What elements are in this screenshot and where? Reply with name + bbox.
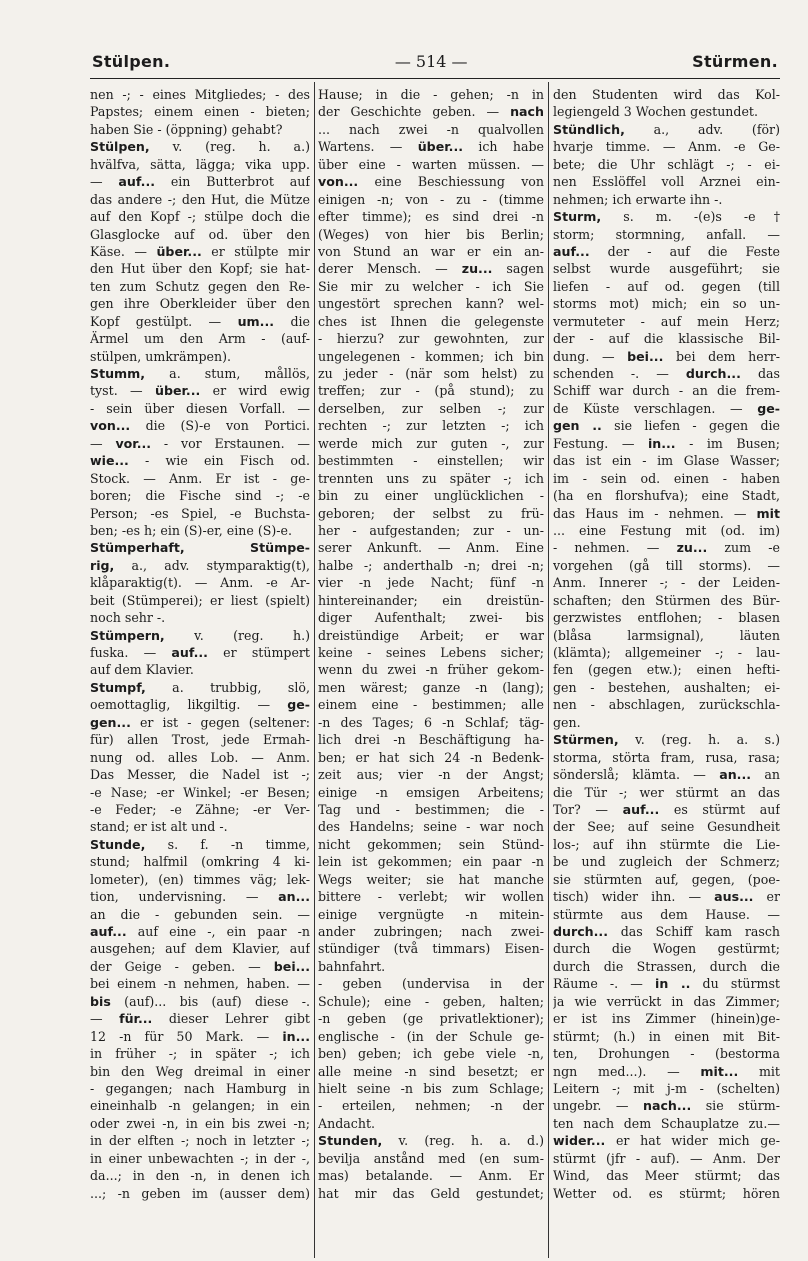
headword: auf... (622, 801, 660, 817)
text-line: Stumm, a. stum, mållös, (90, 366, 310, 381)
headword: Stürmen, (553, 732, 619, 748)
text-line: haben Sie - (öppning) gehabt? (90, 121, 283, 137)
text-line: Schiff war durch - an die frem- (553, 383, 780, 399)
text-line: gen - bestehen, aushalten; ei- (553, 679, 780, 695)
text-line: von... die (S)-e von Portici. (90, 418, 310, 434)
text-line: Räume -. — in .. du stürmst (553, 976, 780, 992)
headword: Stumpf, (90, 679, 146, 695)
text-line: bei einem -n nehmen, haben. — (90, 976, 310, 992)
text-line: men wärest; ganze -n (lang); (318, 679, 544, 695)
text-line: 12 -n für 50 Mark. — in... (90, 1028, 310, 1044)
text-line: bahnfahrt. (318, 958, 386, 974)
text-line: Schule); eine - geben, halten; (318, 993, 544, 1009)
text-line: Das Messer, die Nadel ist -; (90, 767, 310, 783)
headword: an... (719, 767, 752, 783)
text-line: Festung. — in... - im Busen; (553, 435, 780, 451)
text-line: treffen; zur - (på stund); zu (318, 383, 544, 399)
text-line: Leitern -; mit j-m - (schelten) (553, 1080, 780, 1096)
text-line: dung. — bei... bei dem herr- (553, 348, 780, 364)
text-line: den Studenten wird das Kol- (553, 87, 780, 102)
text-line: Stumpf, a. trubbig, slö, (90, 679, 310, 695)
text-line: mas) betalande. — Anm. Er (318, 1168, 544, 1184)
text-line: Anm. Innerer -; - der Leiden- (553, 575, 780, 591)
text-line (90, 539, 310, 556)
text-line: (Weges) von hier bis Berlin; (318, 226, 544, 242)
text-line: ja wie verrückt in das Zimmer; (553, 993, 780, 1009)
text-line: bin den Weg dreimal in einer (90, 1063, 310, 1079)
headword: nach... (642, 1098, 692, 1114)
headword: ge- (287, 697, 310, 713)
headword: um... (237, 313, 275, 329)
headword: für... (119, 1011, 153, 1027)
column-divider (548, 82, 549, 1258)
column-3 (553, 86, 780, 1256)
text-line: diger Aufenthalt; zwei- bis (318, 610, 544, 626)
text-line: Kopf gestülpt. — um... die (90, 313, 310, 329)
text-line: nen Esslöffel voll Arznei ein- (553, 174, 780, 190)
text-line: noch sehr -. (90, 610, 166, 626)
page-number: — 514 — (394, 51, 468, 71)
text-line: beit (Stümperei); er liest (spielt) (90, 592, 310, 608)
headword: in... (282, 1028, 310, 1044)
text-line: - gegangen; nach Hamburg in (90, 1080, 310, 1096)
text-line: der Geige - geben. — bei... (90, 958, 310, 974)
text-line: sönderslå; klämta. — an... an (553, 767, 780, 783)
text-line: durch... das Schiff kam rasch (553, 924, 780, 939)
text-line: ander zubringen; nach zwei- (318, 924, 544, 939)
text-line: storms mot) mich; ein so un- (553, 296, 780, 312)
text-line: sie stürmten auf, gegen, (poe- (553, 871, 780, 887)
text-line: ngn med...). — mit... mit (553, 1063, 780, 1079)
text-line: in der elften -; noch in letzter -; (90, 1133, 310, 1149)
text-line: keine - seines Lebens sicher; (318, 645, 544, 660)
text-line: hielt seine -n bis zum Schlage; (318, 1080, 544, 1096)
text-line: bittere - verlebt; wir wollen (318, 889, 544, 905)
headword: in... (647, 435, 676, 451)
text-line: durch die Wogen gestürmt; (553, 941, 780, 957)
text-line: Stündlich, a., adv. (för) (553, 121, 780, 137)
text-line: nen -; - eines Mitgliedes; - des (90, 87, 310, 102)
text-line: Sie mir zu welcher - ich Sie (318, 278, 544, 294)
text-line: englische - (in der Schule ge- (318, 1028, 544, 1044)
text-line: derer Mensch. — zu... sagen (318, 261, 544, 277)
text-line: das andere -; den Hut, die Mütze (90, 191, 310, 207)
text-line: nehmen; ich erwarte ihn -. (553, 191, 723, 207)
text-line: Hause; in die - gehen; -n in (318, 87, 544, 102)
text-line: — auf... ein Butterbrot auf (90, 174, 310, 190)
text-line: Person; -es Spiel, -e Buchsta- (90, 505, 310, 521)
text-line: lometer), (en) timmes väg; lek- (90, 871, 310, 887)
text-line: -e Nase; -er Winkel; -er Besen; (90, 784, 310, 800)
text-line: Andacht. (318, 1115, 376, 1131)
text-line: ungelegenen - kommen; ich bin (318, 348, 544, 364)
text-line: rig, a., adv. stymparaktig(t), (90, 557, 310, 573)
text-line: vermuteter - auf mein Herz; (553, 313, 780, 329)
text-line: serer Ankunft. — Anm. Eine (318, 540, 544, 556)
headword: gen .. (553, 418, 602, 434)
text-line: nung od. alles Lob. — Anm. (90, 749, 310, 765)
text-line: gen. (553, 714, 581, 730)
text-line: -n geben (ge privatlektioner); (318, 1011, 544, 1027)
text-line: be und zugleich der Schmerz; (553, 854, 780, 870)
text-line: stündiger (två timmars) Eisen- (318, 941, 544, 957)
text-line: einige -n emsigen Arbeitens; (318, 784, 544, 800)
text-line: hat mir das Geld gestundet; (318, 1185, 544, 1201)
header-rule (90, 78, 780, 79)
text-line: ungestört sprechen kann? wel- (318, 296, 544, 312)
text-line: ches ist Ihnen die gelegenste (318, 313, 544, 329)
text-line: des Handelns; seine - war noch (318, 819, 544, 835)
text-line: ten nach dem Schauplatze zu.— (553, 1115, 780, 1131)
text-line: selbst wurde ausgeführt; sie (553, 261, 780, 277)
text-line: eineinhalb -n gelangen; in ein (90, 1098, 310, 1114)
text-line: Stümpern, v. (reg. h.) (90, 627, 310, 643)
text-line: ausgehen; auf dem Klavier, auf (90, 941, 310, 957)
headword: zu... (461, 261, 493, 277)
text-line: gen ihre Oberkleider über den (90, 296, 310, 312)
headword: wie... (90, 453, 129, 469)
text-line: ben) geben; ich gebe viele -n, (318, 1046, 544, 1062)
headword: auf... (171, 645, 208, 660)
text-line: (klämta); allgemeiner -; - lau- (553, 645, 780, 660)
text-line: oemottaglig, likgiltig. — ge- (90, 697, 310, 713)
column-2 (318, 86, 544, 1256)
headword: in .. (655, 976, 691, 992)
text-line: gen... er ist - gegen (seltener: (90, 714, 310, 730)
text-line: tion, undervisning. — an... (90, 889, 310, 905)
text-line: der Geschichte geben. — nach (318, 104, 544, 120)
text-line: wider... er hat wider mich ge- (553, 1133, 780, 1149)
text-line: trennten uns zu später -; ich (318, 470, 544, 486)
text-line: ben; er hat sich 24 -n Bedenk- (318, 749, 544, 765)
text-line: (blåsa larmsignal), läuten (553, 627, 780, 643)
text-line: den Hut über den Kopf; sie hat- (90, 261, 310, 277)
headword: durch... (553, 924, 608, 939)
text-line: stand; er ist alt und -. (90, 819, 228, 835)
headword: Stümperhaft, Stümpe- (90, 540, 310, 556)
headword: zu... (676, 540, 708, 556)
text-line: de Küste verschlagen. — ge- (553, 400, 780, 416)
text-line: über eine - warten müssen. — (318, 156, 544, 172)
headword: bis (90, 993, 111, 1009)
text-line: Stürmen, v. (reg. h. a. s.) (553, 732, 780, 748)
text-line: vorgehen (gå till storms). — (553, 557, 780, 573)
text-line: einem eine - bestimmen; alle (318, 697, 544, 713)
text-line: - nehmen. — zu... zum -e (553, 540, 780, 556)
text-line: an die - gebunden sein. — (90, 906, 310, 922)
text-line: halbe -; anderthalb -n; drei -n; (318, 557, 544, 573)
text-line: ten zum Schutz gegen den Re- (90, 278, 310, 294)
headword: an... (278, 889, 310, 905)
text-line: in früher -; in später -; ich (90, 1046, 310, 1062)
text-line: bestimmten - einstellen; wir (318, 453, 544, 469)
text-line: - sein über diesen Vorfall. — (90, 400, 310, 416)
text-line: stürmte aus dem Hause. — (553, 906, 780, 922)
text-line: storma, störta fram, rusa, rasa; (553, 749, 780, 765)
text-line: legiengeld 3 Wochen gestundet. (553, 104, 758, 120)
text-line: - hierzu? zur gewohnten, zur (318, 331, 544, 347)
text-line: der See; auf seine Gesundheit (553, 819, 780, 835)
text-line: los-; auf ihn stürmte die Lie- (553, 836, 780, 852)
text-line: ... nach zwei -n qualvollen (318, 121, 544, 137)
text-line: schenden -. — durch... das (553, 366, 780, 381)
text-line: geboren; der selbst zu frü- (318, 505, 544, 521)
left-headword: Stülpen. (92, 51, 171, 71)
text-line: für) allen Trost, jede Ermah- (90, 732, 310, 748)
text-line: — für... dieser Lehrer gibt (90, 1011, 310, 1027)
text-line: auf... auf eine -, ein paar -n (90, 924, 310, 939)
text-line: Käse. — über... er stülpte mir (90, 243, 310, 259)
headword: über... (156, 243, 202, 259)
text-line: ben; -es h; ein (S)-er, eine (S)-e. (90, 522, 293, 538)
text-line: Tag und - bestimmen; die - (318, 801, 544, 817)
text-line: (ha en florshufva); eine Stadt, (553, 488, 780, 504)
headword: wider... (553, 1133, 606, 1149)
text-line: von Stund an war er ein an- (318, 243, 544, 259)
text-line: stürmt (jfr - auf). — Anm. Der (553, 1150, 780, 1166)
headword: nach (510, 104, 544, 120)
text-line: -n des Tages; 6 -n Schlaf; täg- (318, 714, 544, 730)
text-line: da...; in den -n, in denen ich (90, 1168, 310, 1184)
headword: vor... (115, 435, 152, 451)
text-line: einigen -n; von - zu - (timme (318, 191, 544, 207)
text-line: einige vergnügte -n mitein- (318, 906, 544, 922)
column-1 (90, 86, 310, 1256)
text-line: das ist ein - im Glase Wasser; (553, 453, 780, 469)
text-line: Stülpen, v. (reg. h. a.) (90, 139, 310, 155)
text-line: schaften; den Stürmen des Bür- (553, 592, 780, 608)
text-line: ...; -n geben im (ausser dem) (90, 1185, 310, 1201)
headword: auf... (90, 924, 127, 939)
text-line: stülpen, umkrämpen). (90, 348, 231, 364)
text-line: werde mich zur guten -, zur (318, 435, 544, 451)
text-line: storm; stormning, anfall. — (553, 226, 780, 242)
text-line: die Tür -; wer stürmt an das (553, 784, 780, 800)
text-line: ... eine Festung mit (od. im) (553, 522, 780, 538)
text-line: bete; die Uhr schlägt -; - ei- (553, 156, 780, 172)
text-line: wie... - wie ein Fisch od. (90, 453, 310, 469)
text-line: gerzwistes entflohen; - blasen (553, 610, 780, 626)
text-line: tisch) wider ihn. — aus... er (553, 889, 780, 905)
text-line: - erteilen, nehmen; -n der (318, 1098, 544, 1114)
text-line: dreistündige Arbeit; er war (318, 627, 544, 643)
text-line: tyst. — über... er wird ewig (90, 383, 310, 399)
text-line: liefen - auf od. gegen (till (553, 278, 780, 294)
text-line: er ist ins Zimmer (hinein)ge- (553, 1011, 780, 1027)
text-line: Wartens. — über... ich habe (318, 139, 544, 155)
headword: auf... (553, 243, 590, 259)
text-line: Stock. — Anm. Er ist - ge- (90, 470, 310, 486)
text-line: - geben (undervisa in der (318, 976, 544, 992)
text-line: zeit aus; vier -n der Angst; (318, 767, 544, 783)
column-divider (314, 82, 315, 1258)
headword: mit... (700, 1063, 739, 1079)
text-line: lein ist gekommen; ein paar -n (318, 854, 544, 870)
text-line: Wetter od. es stürmt; hören (553, 1185, 780, 1201)
text-line: hvarje timme. — Anm. -e Ge- (553, 139, 780, 155)
text-line: Tor? — auf... es stürmt auf (553, 801, 780, 817)
text-line: Glasglocke auf od. über den (90, 226, 310, 242)
text-line: fen (gegen etw.); einen hefti- (553, 662, 780, 678)
headword: bei... (627, 348, 664, 364)
text-line: Wegs weiter; sie hat manche (318, 871, 544, 887)
headword: über... (154, 383, 201, 399)
text-line: klåparaktig(t). — Anm. -e Ar- (90, 575, 310, 591)
headword: rig, (90, 557, 115, 573)
text-line: efter timme); es sind drei -n (318, 209, 544, 225)
headword: Stunden, (318, 1133, 383, 1149)
text-line: zu jeder - (när som helst) zu (318, 366, 544, 381)
headword: Stunde, (90, 836, 146, 852)
headword: auf... (118, 174, 156, 190)
text-line: der - auf die klassische Bil- (553, 331, 780, 347)
text-line: ungebr. — nach... sie stürm- (553, 1098, 780, 1114)
headword: ge- (757, 400, 780, 416)
text-line: stürmt; (h.) in einen mit Bit- (553, 1028, 780, 1044)
headword: durch... (685, 366, 741, 381)
headword: Stündlich, (553, 121, 625, 137)
page-header (92, 48, 778, 74)
text-line: -e Feder; -e Zähne; -er Ver- (90, 801, 310, 817)
text-line: nicht gekommen; sein Stünd- (318, 836, 544, 852)
text-line: durch die Strassen, durch die (553, 958, 780, 974)
headword: über... (417, 139, 464, 155)
text-line: alle meine -n sind besetzt; er (318, 1063, 544, 1079)
text-line: Ärmel um den Arm - (auf- (90, 331, 310, 347)
text-line: wenn du zwei -n früher gekom- (318, 662, 544, 678)
text-line: — vor... - vor Erstaunen. — (90, 435, 310, 451)
text-line: bis (auf)... bis (auf) diese -. (90, 993, 310, 1009)
right-headword: Stürmen. (692, 51, 778, 71)
headword: gen... (90, 714, 131, 730)
text-line: lich drei -n Beschäftigung ha- (318, 732, 544, 748)
text-line: boren; die Fische sind -; -e (90, 488, 310, 504)
text-line: oder zwei -n, in ein bis zwei -n; (90, 1115, 310, 1131)
headword: bei... (273, 958, 310, 974)
headword: aus... (714, 889, 754, 905)
text-line: Sturm, s. m. -(e)s -e† (553, 209, 780, 225)
text-line: bin zu einer unglücklichen - (318, 488, 544, 504)
text-line: Wind, das Meer stürmt; das (553, 1168, 780, 1184)
headword: Stümpern, (90, 627, 165, 643)
text-line: derselben, zur selben -; zur (318, 400, 544, 416)
text-line: nen - abschlagen, zurückschla- (553, 697, 780, 713)
text-line: auf dem Klavier. (90, 662, 194, 678)
text-line: Stunde, s. f. -n timme, (90, 836, 310, 852)
text-line: auf... der - auf die Feste (553, 243, 780, 259)
text-line: bevilja anstånd med (en sum- (318, 1150, 544, 1166)
text-line: hintereinander; ein dreistün- (318, 592, 544, 608)
text-line: hvälfva, sätta, lägga; vika upp. (90, 156, 310, 172)
text-line: fuska. — auf... er stümpert (90, 645, 310, 660)
text-line: gen .. sie liefen - gegen die (553, 418, 780, 434)
headword: Sturm, (553, 209, 602, 225)
text-line: ten, Drohungen - (bestorma (553, 1046, 780, 1062)
headword: von... (90, 418, 131, 434)
text-line: auf den Kopf -; stülpe doch die (90, 209, 310, 225)
headword: von... (318, 174, 359, 190)
text-line: von... eine Beschiessung von (318, 174, 544, 190)
headword: Stumm, (90, 366, 146, 381)
text-line: in einer unbewachten -; in der -, (90, 1150, 310, 1166)
text-line: Stunden, v. (reg. h. a. d.) (318, 1133, 544, 1149)
text-line: das Haus im - nehmen. — mit (553, 505, 780, 521)
text-line: her - aufgestanden; zur - un- (318, 522, 544, 538)
headword: Stülpen, (90, 139, 150, 155)
text-line: Papstes; einem einen - bieten; (90, 104, 310, 120)
text-line: vier -n jede Nacht; fünf -n (318, 575, 544, 591)
text-line: im - sein od. einen - haben (553, 470, 780, 486)
text-line: rechten -; zur letzten -; ich (318, 418, 544, 434)
text-line: stund; halfmil (omkring 4 ki- (90, 854, 310, 870)
headword: mit (756, 505, 780, 521)
